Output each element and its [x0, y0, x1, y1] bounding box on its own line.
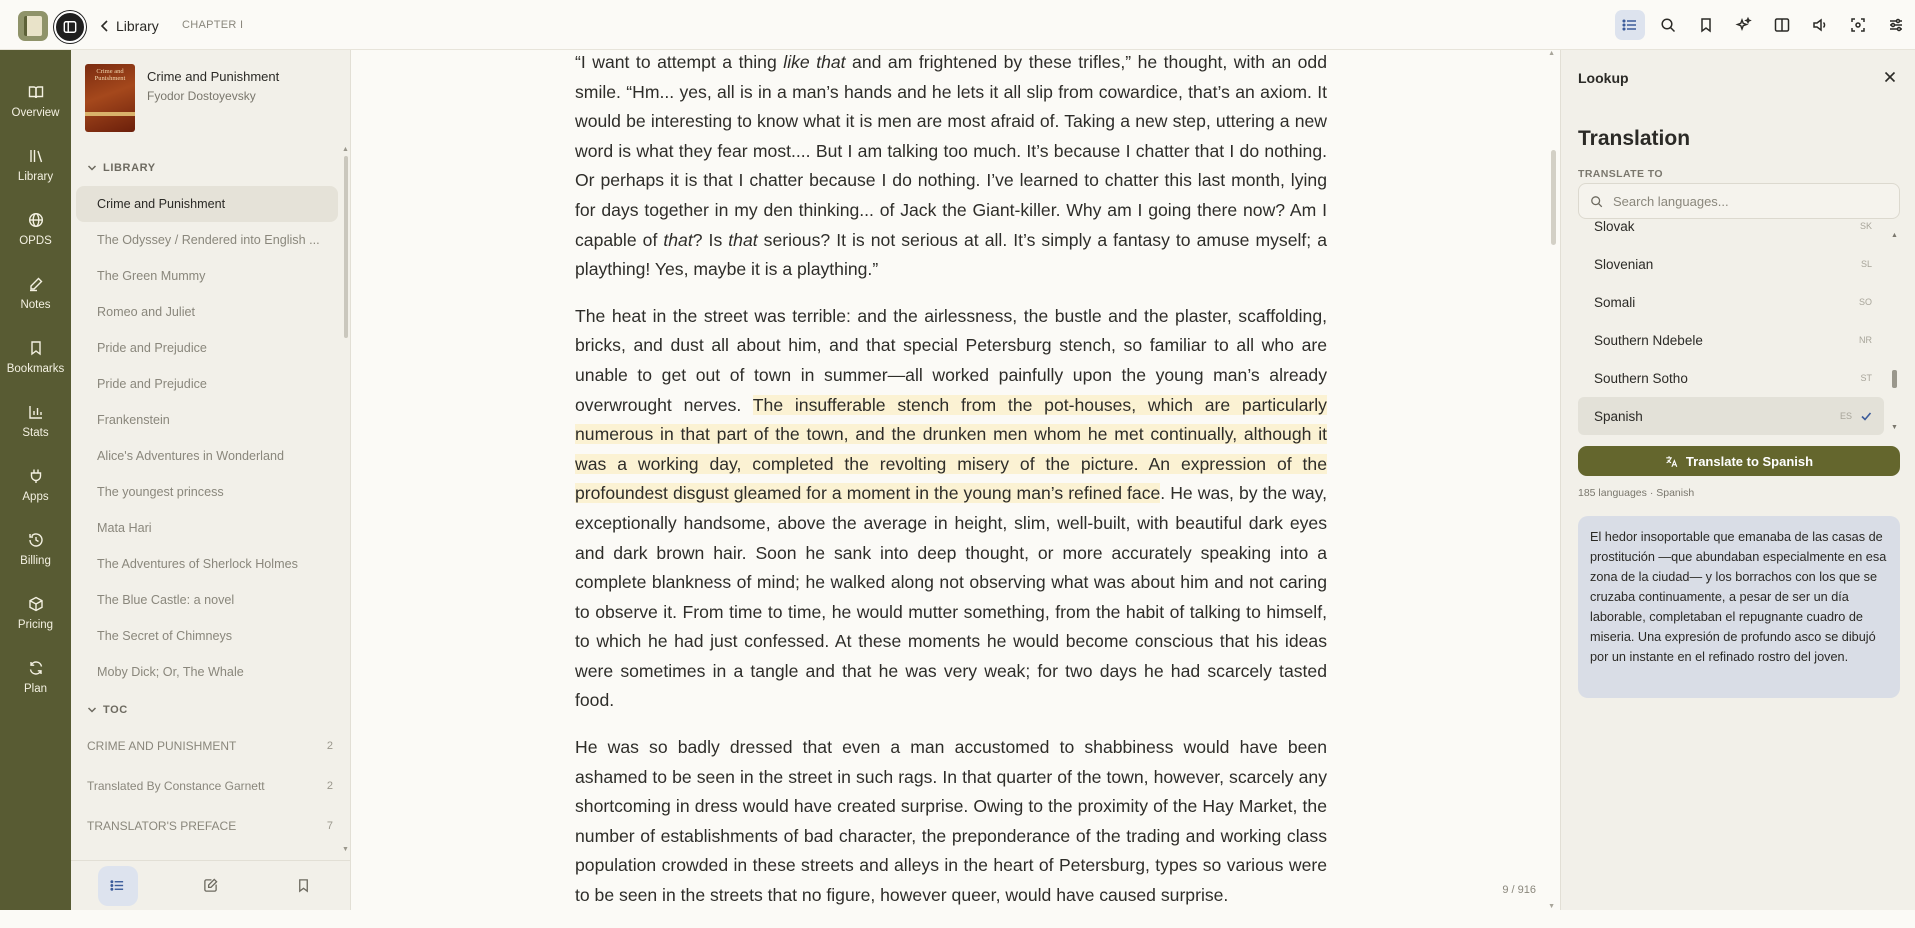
history-icon — [28, 532, 44, 548]
book-open-icon — [28, 84, 44, 100]
rail-item-notes[interactable] — [0, 270, 71, 326]
toc-item[interactable] — [87, 806, 333, 846]
reader-scroll-up[interactable]: ▲ — [1548, 50, 1555, 57]
library-item[interactable]: Moby Dick; Or, The Whale — [97, 665, 244, 679]
reader-toolbar — [1611, 7, 1915, 43]
translate-button[interactable] — [1578, 446, 1900, 476]
lookup-panel — [1560, 50, 1915, 910]
bar-chart-icon — [28, 404, 44, 420]
toc-button[interactable] — [1611, 7, 1649, 43]
library-item[interactable]: The Odyssey / Rendered into English ... — [97, 233, 320, 247]
rail-item-bookmarks[interactable] — [0, 334, 71, 390]
library-section-toggle[interactable] — [87, 162, 156, 174]
language-list — [1578, 218, 1900, 434]
library-item[interactable]: Romeo and Juliet — [97, 305, 196, 319]
text-run: ? Is — [692, 229, 729, 250]
text-run: The heat in the street was terrible: and the airlessness, the bustle and the plaster, scaffolding, bricks, and dust all about him, and that special Petersburg stench, so familiar to all who are unable to get out of town in summer—all worked painfully upon the young man’s already overwrought nerves. — [575, 305, 1327, 415]
language-name: Southern Ndebele — [1594, 332, 1703, 348]
translation-heading: Translation — [1578, 127, 1691, 150]
chevron-down-icon — [87, 163, 97, 173]
reader-scroll-down[interactable]: ▼ — [1548, 903, 1555, 910]
language-name: Slovenian — [1594, 256, 1654, 272]
library-item[interactable]: The youngest princess — [97, 485, 224, 499]
library-item[interactable]: Crime and Punishment — [76, 186, 338, 222]
rail-label-opds: OPDS — [19, 235, 52, 247]
toc-section-heading: TOC — [103, 704, 128, 716]
layout-columns-button[interactable] — [1763, 7, 1801, 43]
library-item[interactable]: Pride and Prejudice — [97, 341, 207, 355]
rail-label-billing: Billing — [20, 555, 51, 567]
read-aloud-button[interactable] — [1801, 7, 1839, 43]
library-item[interactable]: The Secret of Chimneys — [97, 629, 233, 643]
toc-list — [87, 726, 333, 846]
back-to-library-link[interactable] — [100, 16, 159, 36]
page-indicator: 9 / 916 — [1502, 884, 1536, 896]
rail-item-opds[interactable] — [0, 206, 71, 262]
emphasis-text: that — [728, 229, 758, 250]
library-list — [76, 186, 338, 690]
search-button[interactable] — [1649, 7, 1687, 43]
text-run: He was so badly dressed that even a man accustomed to shabbiness would have been ashamed to be seen in the street in such rags. In that quarter of the town, however, scarcely any shortcoming in dress would have created surprise. Owing to the proximity of the Hay Market, the number of establishments of bad character, the preponderance of the trading and working class population crowded in these streets and alleys in the heart of Petersburg, types so various were to be seen in the streets that no figure, however queer, would have caused surprise. — [575, 737, 1327, 906]
back-link-label: Library — [116, 18, 159, 34]
language-scrollbar-thumb[interactable] — [1892, 370, 1897, 388]
bookmark-icon — [1698, 17, 1714, 33]
sidebar-scroll-down[interactable]: ▼ — [342, 846, 349, 853]
rail-label-pricing: Pricing — [17, 619, 54, 631]
sparkles-icon — [1736, 17, 1752, 33]
fullscreen-icon — [1850, 17, 1866, 33]
toc-item-title: CRIME AND PUNISHMENT — [87, 739, 237, 753]
rail-item-pricing[interactable] — [0, 590, 71, 646]
reader-scrollbar-thumb[interactable] — [1551, 150, 1556, 245]
text-run: and am frightened by these trifles,” he thought, with an odd smile. “Hm... yes, all is in a man’s hands and he lets it all slip from cowardice, that’s an axiom. It would be interesting to know what it is men are most afraid of. Taking a new step, uttering a new word is what they fear most.... But I am talking too much. It’s because I chatter that I do nothing. Or perhaps it is that I chatter because I do nothing. I’ve learned to chatter this last month, lying for days together in my den thinking... of Jack the Giant-killer. Why am I going there now? Am I capable of — [575, 52, 1328, 250]
chapter-label: CHAPTER I — [182, 19, 244, 31]
cover-title: Crime and Punishment — [94, 68, 126, 82]
current-book-card[interactable] — [85, 64, 279, 132]
rail-label-overview: Overview — [11, 107, 60, 119]
rail-label-library: Library — [17, 171, 54, 183]
language-code: NR — [1859, 335, 1872, 345]
rail-item-billing[interactable] — [0, 526, 71, 582]
rail-item-overview[interactable] — [0, 78, 71, 134]
language-option[interactable] — [1578, 207, 1884, 245]
language-name: Spanish — [1594, 408, 1643, 424]
toc-item-title: Translated By Constance Garnett — [87, 779, 265, 793]
ai-button[interactable] — [1725, 7, 1763, 43]
language-option[interactable] — [1578, 321, 1884, 359]
close-icon[interactable] — [1883, 70, 1897, 84]
rail-label-apps: Apps — [22, 491, 49, 503]
sidebar-scroll-up[interactable]: ▲ — [342, 146, 349, 153]
library-icon — [28, 148, 44, 164]
fullscreen-button[interactable] — [1839, 7, 1877, 43]
list-icon — [110, 878, 125, 893]
language-name: Southern Sotho — [1594, 370, 1688, 386]
chevron-down-icon — [87, 705, 97, 715]
tab-contents[interactable] — [98, 866, 138, 906]
book-cover — [85, 64, 135, 132]
globe-icon — [28, 212, 44, 228]
toc-item-title: TRANSLATOR'S PREFACE — [87, 819, 237, 833]
app-logo-icon[interactable] — [18, 11, 48, 41]
language-option[interactable] — [1578, 359, 1884, 397]
language-scroll-down[interactable]: ▼ — [1891, 424, 1898, 431]
emphasis-text: like that — [783, 52, 846, 72]
tab-annotations[interactable] — [191, 866, 231, 906]
library-item[interactable]: The Blue Castle: a novel — [97, 593, 235, 607]
translation-result: El hedor insoportable que emanaba de las casas de prostitución —que abundaban especialmente en esa zona de la ciudad— y los borrachos con los que se cruzaba continuamente, a pesar de ser un día laborable, completaban el repugnante cuadro de miseria. Una expresión de profundo asco se dibujó por un instante en el refinado rostro del joven. — [1578, 516, 1900, 698]
library-item[interactable]: The Green Mummy — [97, 269, 206, 283]
toc-section-toggle[interactable] — [87, 704, 128, 716]
bookmark-icon — [28, 340, 44, 356]
library-item[interactable]: Frankenstein — [97, 413, 170, 427]
paragraph — [575, 733, 1327, 911]
language-option[interactable] — [1578, 397, 1884, 435]
search-icon — [1660, 17, 1676, 33]
note-edit-icon — [203, 878, 218, 893]
toc-item-count: 7 — [326, 820, 333, 832]
text-run: . He was, by the way, exceptionally handsome, above the average in height, slim, well-built, with beautiful dark eyes and dark brown hair. Soon he sank into deep thought, or more accurately speaking into a complete blankness of mind; he walked along not observing what was about him and not caring to observe it. From time to time, he would mutter something, from the habit of talking to himself, to which he had just confessed. At these moments he would become conscious that his ideas were sometimes in a tangle and that he was very weak; for two days he had scarcely tasted food. — [575, 483, 1327, 711]
rail-item-library[interactable] — [0, 142, 71, 198]
lookup-title: Lookup — [1578, 70, 1629, 86]
language-option[interactable] — [1578, 245, 1884, 283]
highlighted-passage[interactable]: The insufferable stench from the pot-houses, which are particularly numerous in that part of the town, and the drunken men whom he met continually, although it was a working day, completed the revolting misery of the picture. An expression of the profoundest disgust gleamed for a moment in the young man’s refined face — [575, 394, 1327, 504]
sidebar-toggle-button[interactable] — [54, 11, 86, 43]
library-item[interactable]: Pride and Prejudice — [97, 377, 207, 391]
translate-to-label: TRANSLATE TO — [1578, 168, 1663, 180]
language-option[interactable] — [1578, 283, 1884, 321]
columns-icon — [1774, 17, 1790, 33]
reader-settings-button[interactable] — [1877, 7, 1915, 43]
translate-button-label: Translate to Spanish — [1685, 453, 1814, 469]
panel-left-icon — [63, 20, 77, 34]
paragraph — [575, 302, 1327, 716]
settings-sliders-icon — [1888, 17, 1904, 33]
library-item[interactable]: Mata Hari — [97, 521, 152, 535]
language-code: ST — [1860, 373, 1872, 383]
top-bar — [0, 0, 1915, 50]
library-section-heading: LIBRARY — [103, 162, 156, 174]
sidebar-scrollbar-thumb[interactable] — [344, 156, 348, 338]
language-name: Slovak — [1594, 218, 1635, 234]
emphasis-text: that — [663, 229, 693, 250]
rail-label-stats: Stats — [22, 427, 49, 439]
reading-pane[interactable] — [352, 50, 1560, 910]
toc-item[interactable] — [87, 726, 333, 766]
text-run: serious? It is not serious at all. It’s simply a fantasy to amuse myself; a plaything! Yes, maybe it is a plaything.” — [575, 229, 1327, 280]
rail-item-stats[interactable] — [0, 398, 71, 454]
language-count-meta: 185 languages · Spanish — [1578, 487, 1695, 499]
rail-label-notes: Notes — [20, 299, 51, 311]
book-author: Fyodor Dostoyevsky — [147, 89, 256, 103]
bookmark-button[interactable] — [1687, 7, 1725, 43]
toc-item-count: 2 — [326, 740, 333, 752]
library-item[interactable]: The Adventures of Sherlock Holmes — [97, 557, 298, 571]
toc-item-count: 2 — [326, 780, 333, 792]
language-code: ES — [1839, 411, 1852, 421]
language-name: Somali — [1594, 294, 1636, 310]
language-code: SK — [1859, 221, 1872, 231]
app-rail — [0, 50, 71, 910]
language-code: SL — [1860, 259, 1872, 269]
paragraph — [575, 48, 1327, 285]
chevron-left-icon — [100, 20, 110, 32]
rail-item-apps[interactable] — [0, 462, 71, 518]
plug-icon — [28, 468, 44, 484]
language-scroll-up[interactable]: ▲ — [1891, 232, 1898, 239]
rail-item-plan[interactable] — [0, 654, 71, 710]
speaker-icon — [1812, 17, 1828, 33]
toc-item[interactable] — [87, 766, 333, 806]
bookmark-icon — [296, 878, 311, 893]
rail-label-plan: Plan — [23, 683, 48, 695]
translate-icon — [1665, 455, 1678, 468]
refresh-icon — [28, 660, 44, 676]
language-code: SO — [1858, 297, 1872, 307]
pen-icon — [28, 276, 44, 292]
library-sidebar — [71, 50, 351, 910]
tab-bookmarks[interactable] — [284, 866, 324, 906]
package-icon — [28, 596, 44, 612]
book-page-text — [575, 48, 1327, 928]
check-icon — [1860, 410, 1872, 422]
library-item[interactable]: Alice's Adventures in Wonderland — [97, 449, 284, 463]
rail-label-bookmarks: Bookmarks — [6, 363, 65, 375]
sidebar-tabs — [71, 860, 350, 910]
text-run: “I want to attempt a thing — [575, 52, 784, 72]
book-title: Crime and Punishment — [147, 69, 280, 84]
search-icon — [1590, 195, 1603, 208]
toc-icon — [1622, 17, 1638, 33]
